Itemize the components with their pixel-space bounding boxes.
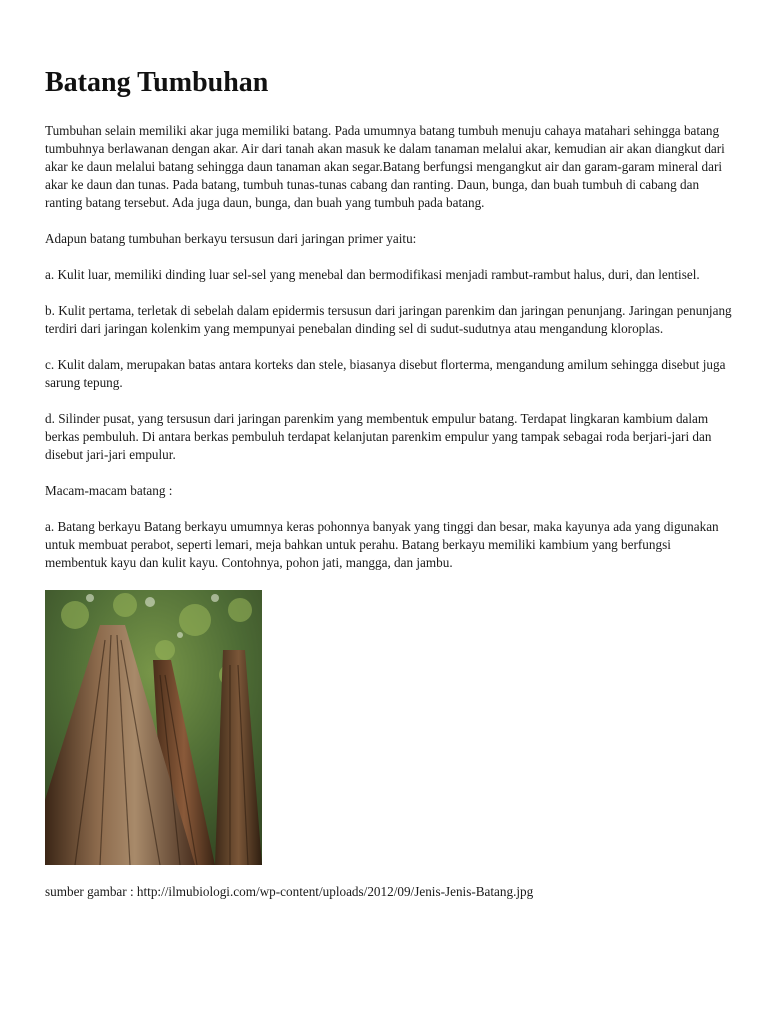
- tree-trunks-photo: [45, 590, 262, 865]
- paragraph-central-cylinder: d. Silinder pusat, yang tersusun dari jaringan parenkim yang membentuk empulur batang. Terdapat lingkaran kambium dalam berkas pembuluh. Di antara berkas pembuluh terdapat kelanjutan parenkim empulur yang tampak sebagai roda berjari-jari dan disebut jari-jari empulur.: [45, 411, 712, 462]
- paragraph-outer-skin: a. Kulit luar, memiliki dinding luar sel-sel yang menebal dan bermodifikasi menjadi rambut-rambut halus, duri, dan lentisel.: [45, 267, 700, 282]
- paragraph-intro: Tumbuhan selain memiliki akar juga memiliki batang. Pada umumnya batang tumbuh menuju cahaya matahari sehingga batang tumbuhnya berlawanan dengan akar. Air dari tanah akan masuk ke dalam tanaman melalui akar, kemudian air akan diangkut dari akar ke daun melalui batang sehingga daun tanaman akan segar.Batang berfungsi mengangkut air dan garam-garam mineral dari akar ke daun dan tunas. Pada batang, tumbuh tunas-tunas cabang dan ranting. Daun, bunga, dan buah tumbuh di cabang dan ranting batang tersebut. Ada juga daun, bunga, dan buah yang tumbuh pada batang.: [45, 123, 725, 210]
- paragraph-inner-skin: c. Kulit dalam, merupakan batas antara korteks dan stele, biasanya disebut florterma, mengandung amilum sehingga disebut juga sarung tepung.: [45, 357, 726, 390]
- document-page: [45, 64, 735, 919]
- page-title: Batang Tumbuhan: [45, 67, 269, 98]
- paragraph-primary-tissue: Adapun batang tumbuhan berkayu tersusun dari jaringan primer yaitu:: [45, 231, 417, 246]
- paragraph-first-skin: b. Kulit pertama, terletak di sebelah dalam epidermis tersusun dari jaringan parenkim dan jaringan penunjang. Jaringan penunjang terdiri dari jaringan kolenkim yang mempunyai penebalan dinding sel di sudut-sudutnya atau mengandung kloroplas.: [45, 303, 732, 336]
- paragraph-woody-stem: a. Batang berkayu Batang berkayu umumnya keras pohonnya banyak yang tinggi dan besar, maka kayunya ada yang digunakan untuk membuat perabot, seperti lemari, meja bahkan untuk perahu. Batang berkayu memiliki kambium yang berfungsi membentuk kayu dan kulit kayu. Contohnya, pohon jati, mangga, dan jambu.: [45, 519, 719, 570]
- paragraph-stem-types: Macam-macam batang :: [45, 483, 173, 498]
- image-source: sumber gambar : http://ilmubiologi.com/wp-content/uploads/2012/09/Jenis-Jenis-Batang.jpg: [45, 884, 534, 899]
